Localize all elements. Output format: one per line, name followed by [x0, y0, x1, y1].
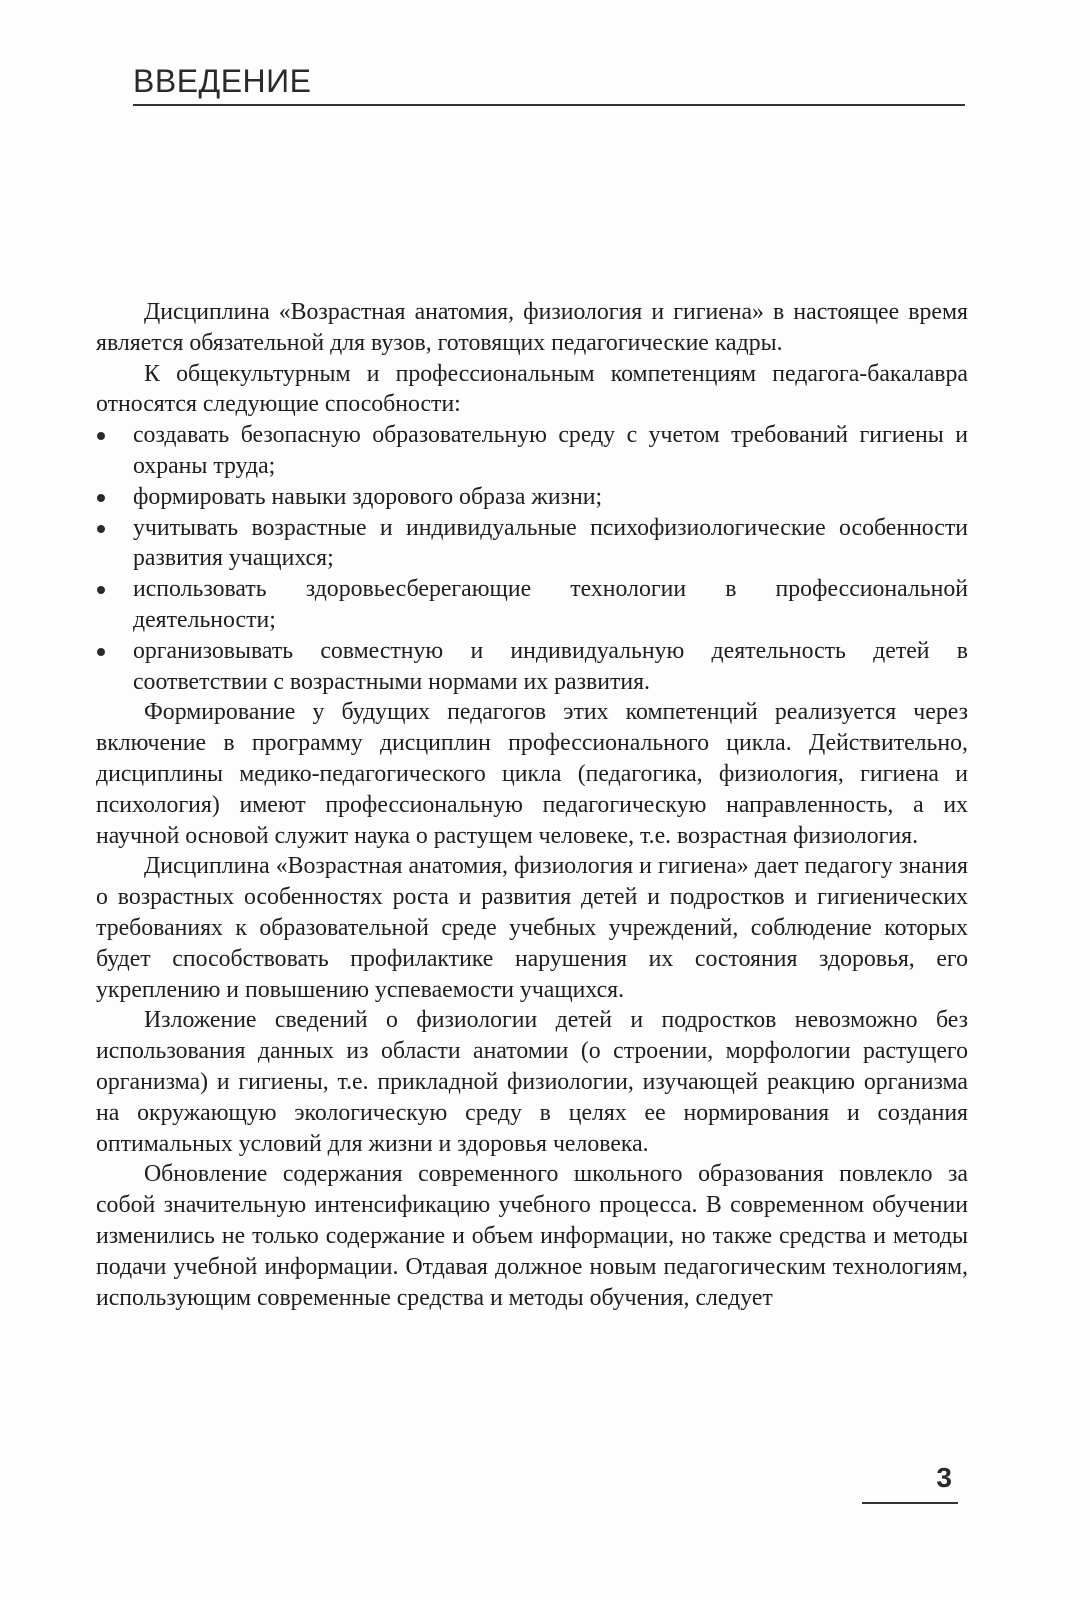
list-item [96, 636, 968, 698]
list-item [96, 513, 968, 575]
paragraph: Обновление содержания современного школьного образования повлекло за собой значительную интенсификацию учебного процесса. В современном обучении изменились не только содержание и объем информации, но также средства и методы подачи учебной информации. Отдавая должное новым педагогическим технологиям, использующим современные средства и методы обучения, следует [96, 1161, 968, 1311]
bullet-icon [97, 586, 105, 594]
paragraph: Дисциплина «Возрастная анатомия, физиология и гигиена» дает педагогу знания о возрастных особенностях роста и развития детей и подростков и гигиенических требованиях к образовательной среде учебных учреждений, соблюдение которых будет способствовать профилактике нарушения их состояния здоровья, его укреплению и повышению успеваемости учащихся. [96, 853, 968, 1003]
list-item-text: учитывать возрастные и индивидуальные психофизиологические особенности развития учащихся; [133, 514, 968, 572]
list-item-text: организовывать совместную и индивидуальную деятельность детей в соответствии с возрастными нормами их развития. [133, 637, 968, 695]
competencies-list [96, 420, 968, 697]
list-item [96, 574, 968, 636]
chapter-heading [133, 62, 965, 110]
paragraph: К общекультурным и профессиональным компетенциям педагога-бакалавра относятся следующие способности: [96, 360, 968, 418]
bullet-icon [97, 525, 105, 533]
paragraph: Изложение сведений о физиологии детей и подростков невозможно без использования данных из области анатомии (о строении, морфологии растущего организма) и гигиены, т.е. прикладной физиологии, изучающей реакцию организма на окружающую экологическую среду в целях ее нормирования и создания оптимальных условий для жизни и здоровья человека. [96, 1007, 968, 1157]
list-item-text: создавать безопасную образовательную среду с учетом требований гигиены и охраны труда; [133, 422, 968, 479]
list-item [96, 482, 968, 513]
page-number: 3 [936, 1462, 952, 1493]
page-footer [862, 1462, 958, 1508]
footer-rule [862, 1502, 958, 1504]
paragraph: Дисциплина «Возрастная анатомия, физиология и гигиена» в настоящее время является обязательной для вузов, готовящих педагогические кадры. [96, 299, 968, 356]
chapter-title: ВВЕДЕНИЕ [133, 63, 312, 99]
list-item [96, 420, 968, 482]
list-item-text: использовать здоровьесберегающие технологии в профессиональной деятельности; [133, 576, 968, 633]
bullet-icon [97, 648, 105, 656]
bullet-icon [97, 432, 105, 440]
bullet-icon [97, 494, 105, 502]
list-item-text: формировать навыки здорового образа жизни; [133, 483, 603, 510]
paragraph: Формирование у будущих педагогов этих компетенций реализуется через включение в программу дисциплин профессионального цикла. Действительно, дисциплины медико-педагогического цикла (педагогика, физиология, гигиена и психология) имеют профессиональную педагогическую направленность, а их научной основой служит наука о растущем человеке, т.е. возрастная физиология. [96, 699, 968, 849]
heading-underline [133, 104, 965, 106]
body-text [96, 297, 968, 1313]
